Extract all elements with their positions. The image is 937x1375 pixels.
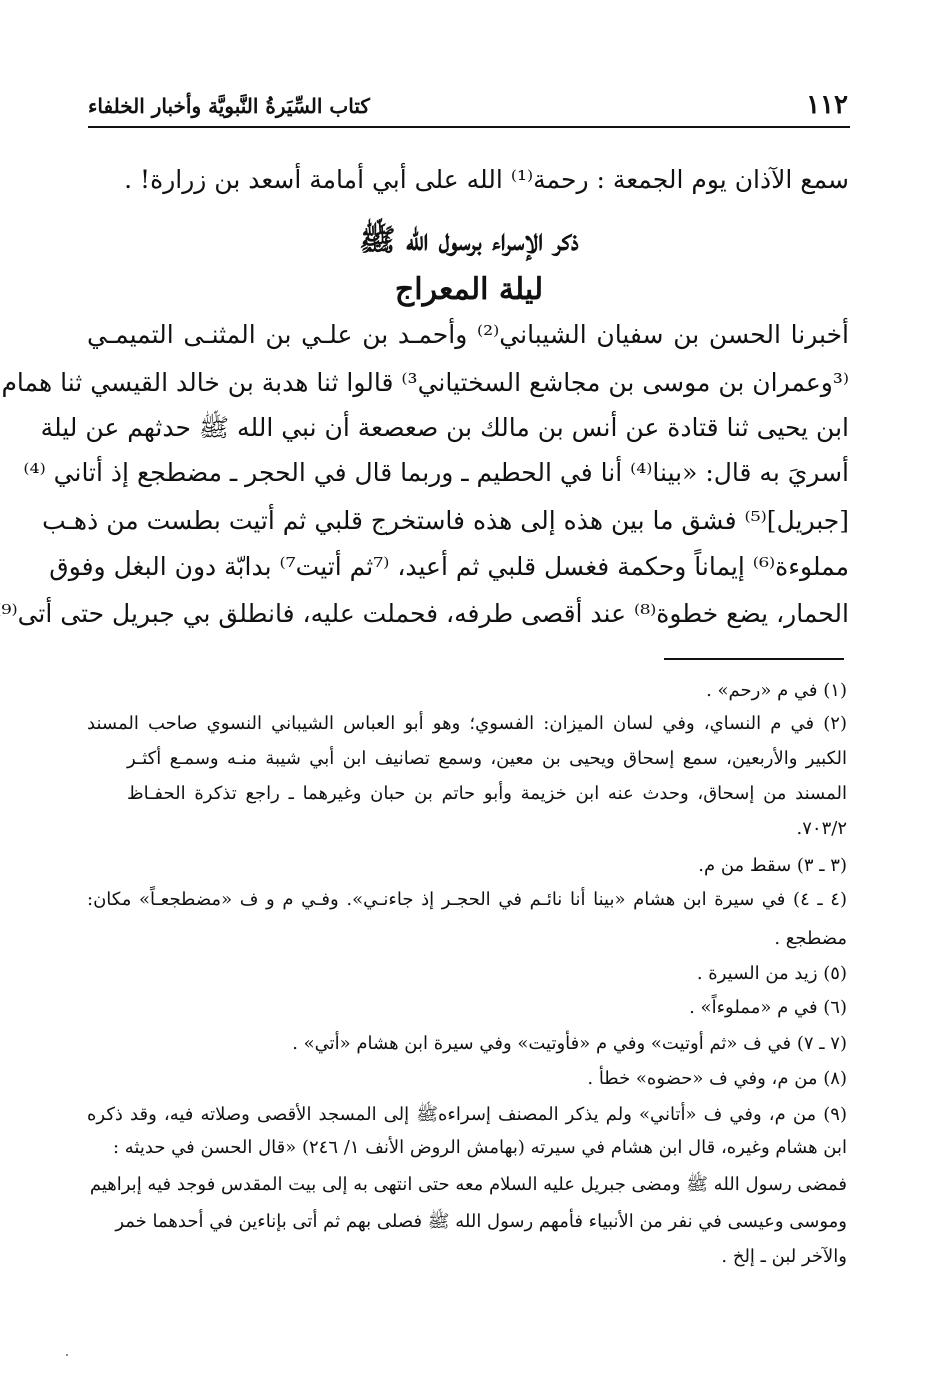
footnote-8: (٨) من م، وفي ف «حضوه» خطأ . (587, 1068, 847, 1089)
footnote-6: (٦) في م «مملوءاً» . (689, 997, 847, 1018)
footnote-separator (664, 658, 844, 660)
body-line-6: [جبريل]⁽⁵⁾ فشق ما بين هذه إلى هذه فاستخرج قلبي ثم أتيت بطست من ذهـب (42, 506, 849, 535)
footnote-7: (٧ ـ ٧) في ف «ثم أوتيت» وفي م «فأوتيت» وفي سيرة ابن هشام «أتي» . (292, 1033, 847, 1054)
footnote-9-cont-1: ابن هشام وغيره، قال ابن هشام في سيرته (بهامش الروض الأنف ١/ ٢٤٦) «قال الحسن في حديثه : (113, 1137, 847, 1158)
section-title: ذكر الإسراء برسول الله ﷺ (359, 223, 579, 258)
footnote-3: (٣ ـ ٣) سقط من م. (698, 855, 847, 876)
footnote-2: (٢) في م النساي، وفي لسان الميزان: الفسوي؛ وهو أبو العباس الشيباني النسوي صاحب المسند (87, 713, 847, 734)
section-subtitle: ليلة المعراج (394, 272, 544, 307)
page-number: ١١٢ (806, 90, 848, 120)
body-line-2: أخبرنا الحسن بن سفيان الشيباني⁽²⁾ وأحمـد بن علـي بن المثنـى التميمـي (87, 320, 849, 349)
footnote-9-cont-3: وموسى وعيسى في نفر من الأنبياء فأمهم رسول الله ﷺ فصلى بهم ثم أتى بإناءين في أحدهما خمر (115, 1211, 847, 1232)
body-line-1: سمع الآذان يوم الجمعة : رحمة⁽¹⁾ الله على أبي أمامة أسعد بن زرارة! . (124, 165, 849, 194)
footnote-1: (١) في م «رحم» . (706, 680, 847, 701)
body-line-8: الحمار، يضع خطوة⁽⁸⁾ عند أقصى طرفه، فحملت عليه، فانطلق بي جبريل حتى أتى⁽⁹ (1, 599, 849, 628)
body-line-5: أسريَ به قال: «بينا⁽⁴⁾ أنا في الحطيم ـ وربما قال في الحجر ـ مضطجع إذ أتاني ⁽⁴⁾ (23, 458, 849, 487)
footnote-5: (٥) زيد من السيرة . (696, 963, 847, 984)
footnote-4: (٤ ـ ٤) في سيرة ابن هشام «بينا أنا نائـم في الحجـر إذ جاءنـي». وفـي م و ف «مضطجعـاً» مكان: (87, 889, 847, 910)
footnote-9-cont-4: والآخر لبن ـ إلخ . (721, 1246, 847, 1267)
body-line-3: ⁽³وعمران بن موسى بن مجاشع السختياني³⁾ قالوا ثنا هدبة بن خالد القيسي ثنا همام (1, 368, 849, 397)
scan-speck (66, 1354, 68, 1356)
body-line-4: ابن يحيى ثنا قتادة عن أنس بن مالك بن صعصعة أن نبي الله ﷺ حدثهم عن ليلة (40, 413, 849, 442)
book-title: كتاب السِّيَرةُ النَّبويَّة وأخبار الخلفاء (88, 94, 370, 118)
running-header (88, 88, 850, 128)
footnote-2-cont-2: المسند من إسحاق، وحدث عنه ابن خزيمة وأبو حاتم بن حبان وغيرهما ـ راجع تذكرة الحفـاظ (127, 783, 847, 804)
footnote-9: (٩) من م، وفي ف «أتاني» ولم يذكر المصنف إسراءهﷺ إلى المسجد الأقصى وصلاته فيه، وقد ذكره (87, 1104, 847, 1125)
body-line-7: مملوءة⁽⁶⁾ إيماناً وحكمة فغسل قلبي ثم أعيد، ⁽⁷ثم أتيت⁷⁾ بدابّة دون البغل وفوق (49, 552, 849, 581)
footnote-4-cont: مضطجع . (774, 928, 847, 949)
footnote-9-cont-2: فمضى رسول الله ﷺ ومضى جبريل عليه السلام معه حتى انتهى به إلى بيت المقدس فوجد فيه إبراهيم (89, 1174, 847, 1195)
footnote-2-cont-1: الكبير والأربعين، سمع إسحاق ويحيى بن معين، وسمع تصانيف ابن أبي شيبة منـه وسمـع أكثـر (127, 748, 847, 769)
footnote-2-cont-3: ٧٠٣/٢. (796, 818, 847, 839)
